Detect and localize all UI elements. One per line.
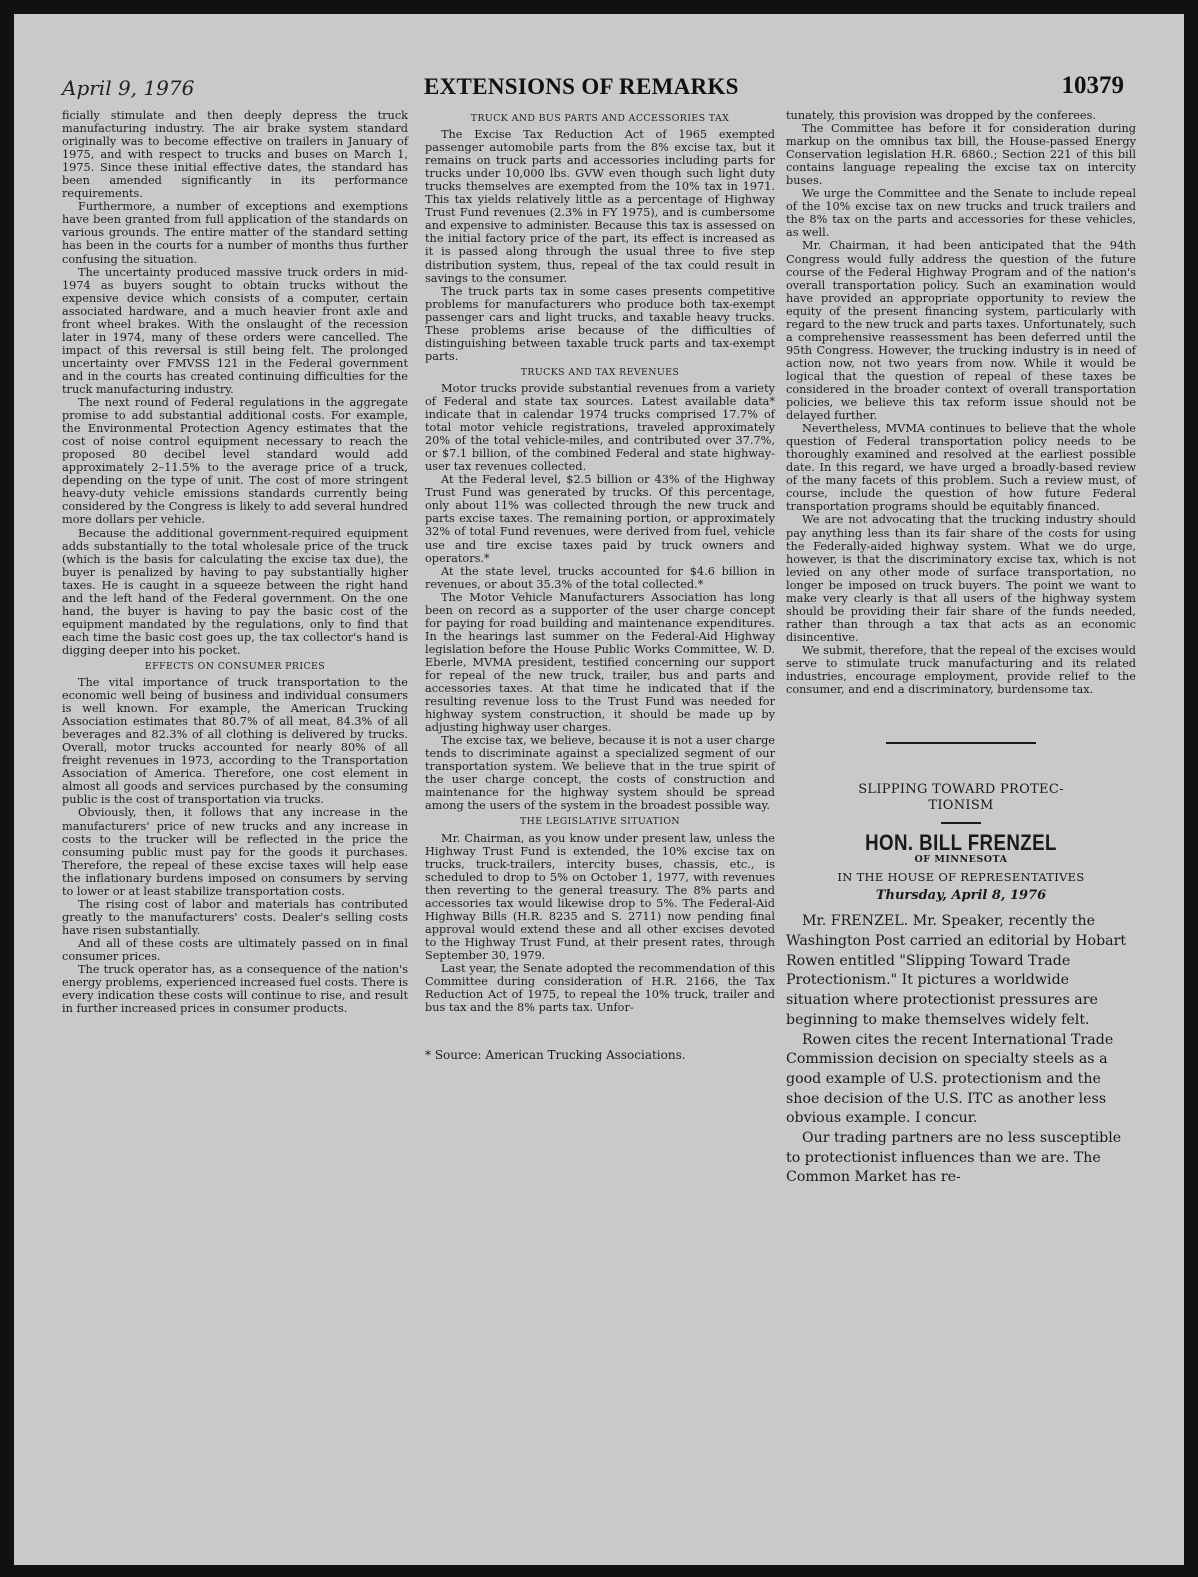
speaker-name: HON. BILL FRENZEL: [865, 830, 1057, 856]
paragraph: Furthermore, a number of exceptions and exemptions have been granted from full application of the standards on various grounds. The entire matter of the standard setting has been in the courts for a number of months thus further confusing the situation.: [62, 200, 408, 266]
page: [14, 14, 1184, 1565]
speaker-state: OF MINNESOTA: [914, 854, 1008, 866]
article-body: [786, 912, 1136, 1188]
paragraph: Nevertheless, MVMA continues to believe that the whole question of Federal transportation policy needs to be thoroughly examined and resolved at the earliest possible date. In this regard, we have urged a broadly-based review of the many facets of this problem. Such a review must, of course, include the question of how future Federal transportation programs should be equitably financed.: [786, 422, 1136, 514]
header-title: EXTENSIONS OF REMARKS: [424, 74, 739, 99]
column-2: [425, 109, 775, 1063]
section-heading: TRUCKS AND TAX REVENUES: [520, 366, 680, 378]
paragraph: Mr. Chairman, it had been anticipated that the 94th Congress would fully address the question of the future course of the Federal Highway Program and of the nation's overall transportation policy. Such an examination would have provided an appropriate opportunity to review the equity of the present financing system, particularly with regard to the new truck and parts taxes. Unfortunately, such a comprehensive reassessment has been deferred until the 95th Congress. However, the trucking industry is in need of action now, not two years from now. While it would be logical that the question of repeal of these taxes be considered in the broader context of overall transportation policies, we believe this tax reform issue should not be delayed further.: [786, 239, 1136, 423]
section-heading: EFFECTS ON CONSUMER PRICES: [144, 660, 326, 672]
paragraph: ficially stimulate and then deeply depress the truck manufacturing industry. The air brake system standard originally was to become effective on trailers in January of 1975, and with respect to trucks and buses on March 1, 1975. Since these initial effective dates, the standard has been amended significantly in its performance requirements.: [62, 109, 408, 201]
page-number: 10379: [1061, 72, 1124, 99]
paragraph: Motor trucks provide substantial revenues from a variety of Federal and state tax sources. Latest available data* indicate that in calendar 1974 trucks comprised 17.7% of total motor vehicle registrations, traveled approximately 20% of the total vehicle-miles, and contributed over 37.7%, or $7.1 billion, of the combined Federal and state highway-user tax revenues collected.: [425, 381, 775, 474]
paragraph: The excise tax, we believe, because it is not a user charge tends to discriminate against a specialized segment of our transportation system. We believe that in the true spirit of the user charge concept, the costs of construction and maintenance for the highway system should be spread among the users of the system in the broadest possible way.: [425, 734, 775, 813]
footnote: * Source: American Trucking Associations.: [425, 1048, 686, 1063]
paragraph: The uncertainty produced massive truck orders in mid-1974 as buyers sought to obtain trucks without the expensive device which consists of a computer, certain associated hardware, and a much heavier front axle and front wheel brakes. With the onslaught of the recession later in 1974, many of these orders were cancelled. The impact of this reversal is still being felt. The prolonged uncertainty over FMVSS 121 in the Federal government and in the courts has created continuing difficulties for the truck manufacturing industry.: [62, 265, 408, 396]
paragraph: The truck operator has, as a consequence of the nation's energy problems, experienced increased fuel costs. There is every indication these costs will continue to rise, and result in further increased prices in consumer products.: [62, 963, 408, 1016]
paragraph: We are not advocating that the trucking industry should pay anything less than its fair share of the costs for using the Federally-aided highway system. What we do urge, however, is that the discriminatory excise tax, which is not levied on any other mode of surface transportation, no longer be imposed on truck buyers. The point we want to make very clearly is that all users of the highway system should be providing their fair share of the funds needed, rather than through a tax that acts as an economic disincentive.: [786, 513, 1136, 644]
paragraph: The rising cost of labor and materials has contributed greatly to the manufacturers' costs. Dealer's selling costs have risen substantially.: [62, 897, 408, 937]
paragraph: At the state level, trucks accounted for $4.6 billion in revenues, or about 35.3% of the total collected.*: [425, 564, 775, 591]
paragraph: Obviously, then, it follows that any increase in the manufacturers' price of new trucks and any increase in costs to the trucker will be reflected in the price the consuming public must pay for the goods it purchases. Therefore, the repeal of these excise taxes will help ease the inflationary burdens imposed on consumers by serving to lower or at least stabilize transportation costs.: [62, 806, 408, 898]
section-heading: THE LEGISLATIVE SITUATION: [519, 816, 681, 828]
paragraph: Last year, the Senate adopted the recommendation of this Committee during consideration of H.R. 2166, the Tax Reduction Act of 1975, to repeal the 10% truck, trailer and bus tax and the 8% parts tax. Unfor-: [425, 962, 775, 1015]
paragraph: At the Federal level, $2.5 billion or 43% of the Highway Trust Fund was generated by trucks. Of this percentage, only about 11% was collected through the new truck and parts excise taxes. The remaining portion, or approximately 32% of total Fund revenues, were derived from fuel, vehicle use and tire excise taxes paid by truck owners and operators.*: [425, 473, 775, 565]
paragraph: The Motor Vehicle Manufacturers Association has long been on record as a supporter of the user charge concept for paying for road building and maintenance expenditures. In the hearings last summer on the Federal-Aid Highway legislation before the House Public Works Committee, W. D. Eberle, MVMA president, testified concerning our support for repeal of the new truck, trailer, bus and parts and accessories taxes. At that time he indicated that if the resulting revenue loss to the Trust Fund was needed for highway system construction, it should be made up by adjusting highway user charges.: [425, 590, 775, 735]
header-date: April 9, 1976: [62, 76, 195, 100]
paragraph: And all of these costs are ultimately passed on in final consumer prices.: [62, 936, 408, 963]
paragraph: Mr. Chairman, as you know under present law, unless the Highway Trust Fund is extended, the 10% excise tax on trucks, truck-trailers, intercity buses, chassis, etc., is scheduled to drop to 5% on October 1, 1977, with revenues then reverting to the general treasury. The 8% parts and accessories tax would likewise drop to 5%. The Federal-Aid Highway Bills (H.R. 8235 and S. 2711) now pending final approval would extend these and all other excises devoted to the Highway Trust Fund, at their present rates, through September 30, 1979.: [425, 831, 775, 962]
page-header: [14, 68, 1184, 108]
article-title-line-2: TIONISM: [928, 798, 994, 814]
paragraph: Rowen cites the recent International Trade Commission decision on specialty steels as a good example of U.S. protectionism and the shoe decision of the U.S. ITC as another less obvious example. I concur.: [786, 1031, 1114, 1127]
paragraph: The next round of Federal regulations in the aggregate promise to add substantial additional costs. For example, the Environmental Protection Agency estimates that the cost of noise control equipment necessary to reach the proposed 80 decibel level standard would add approximately 2–11.5% to the average price of a truck, depending on the type of unit. The cost of more stringent heavy-duty vehicle emissions standards currently being considered by the Congress is likely to add several hundred more dollars per vehicle.: [62, 396, 408, 527]
chamber: IN THE HOUSE OF REPRESENTATIVES: [837, 870, 1085, 885]
paragraph: Mr. FRENZEL. Mr. Speaker, recently the Washington Post carried an editorial by Hobart Rowen entitled "Slipping Toward Trade Protectionism." It pictures a worldwide situation where protectionist pressures are beginning to make themselves widely felt.: [786, 913, 1127, 1028]
paragraph: The vital importance of truck transportation to the economic well being of business and individual consumers is well known. For example, the American Trucking Association estimates that 80.7% of all meat, 84.3% of all beverages and 82.3% of all clothing is delivered by trucks. Overall, motor trucks accounted for nearly 80% of all freight revenues in 1973, according to the Transportation Association of America. Therefore, one cost element in almost all goods and services purchased by the consuming public is the cost of transportation via trucks.: [62, 676, 408, 807]
paragraph: Our trading partners are no less susceptible to protectionist influences than we are. The Common Market has re-: [786, 1130, 1122, 1186]
paragraph: The truck parts tax in some cases presents competitive problems for manufacturers who produce both tax-exempt passenger cars and light trucks, and taxable heavy trucks. These problems arise because of the difficulties of distinguishing between taxable truck parts and tax-exempt parts.: [425, 284, 775, 363]
paragraph: We urge the Committee and the Senate to include repeal of the 10% excise tax on new trucks and truck trailers and the 8% tax on the parts and accessories for these vehicles, as well.: [786, 187, 1136, 240]
article-heading: [786, 782, 1136, 902]
section-heading: TRUCK AND BUS PARTS AND ACCESSORIES TAX: [470, 113, 730, 124]
paragraph: The Committee has before it for consideration during markup on the omnibus tax bill, the House-passed Energy Conservation legislation H.R. 6860.; Section 221 of this bill contains language repealing the excise tax on intercity buses.: [786, 122, 1136, 188]
paragraph: tunately, this provision was dropped by the conferees.: [786, 109, 1096, 122]
paragraph: Because the additional government-required equipment adds substantially to the total wholesale price of the truck (which is the basis for calculating the excise tax due), the buyer is penalized by having to pay substantially higher taxes. He is caught in a squeeze between the right hand and the left hand of the Federal government. On the one hand, the buyer is having to pay the basic cost of the equipment mandated by the regulations, only to find that each time the basic cost goes up, the tax collector's hand is digging deeper into his pocket.: [62, 526, 408, 657]
column-3: [786, 109, 1136, 1188]
paragraph: We submit, therefore, that the repeal of the excises would serve to stimulate truck manufacturing and its related industries, encourage employment, provide relief to the consumer, and end a discriminatory, burdensome tax.: [786, 643, 1136, 697]
article-date: Thursday, April 8, 1976: [875, 888, 1047, 904]
paragraph: The Excise Tax Reduction Act of 1965 exempted passenger automobile parts from the 8% excise tax, but it remains on truck parts and accessories including parts for trucks under 10,000 lbs. GVW even though such light duty trucks themselves are exempted from the 10% tax in 1971. This tax yields relatively little as a percentage of Highway Trust Fund revenues (2.3% in FY 1975), and is cumbersome and expensive to administer. Because this tax is assessed on the initial factory price of the part, its effect is increased as it is passed along through the usual three to five step distribution system, thus, repeal of the tax could result in savings to the consumer.: [425, 128, 775, 285]
column-1: [62, 109, 408, 1015]
article-title-line-1: SLIPPING TOWARD PROTEC-: [858, 782, 1064, 798]
